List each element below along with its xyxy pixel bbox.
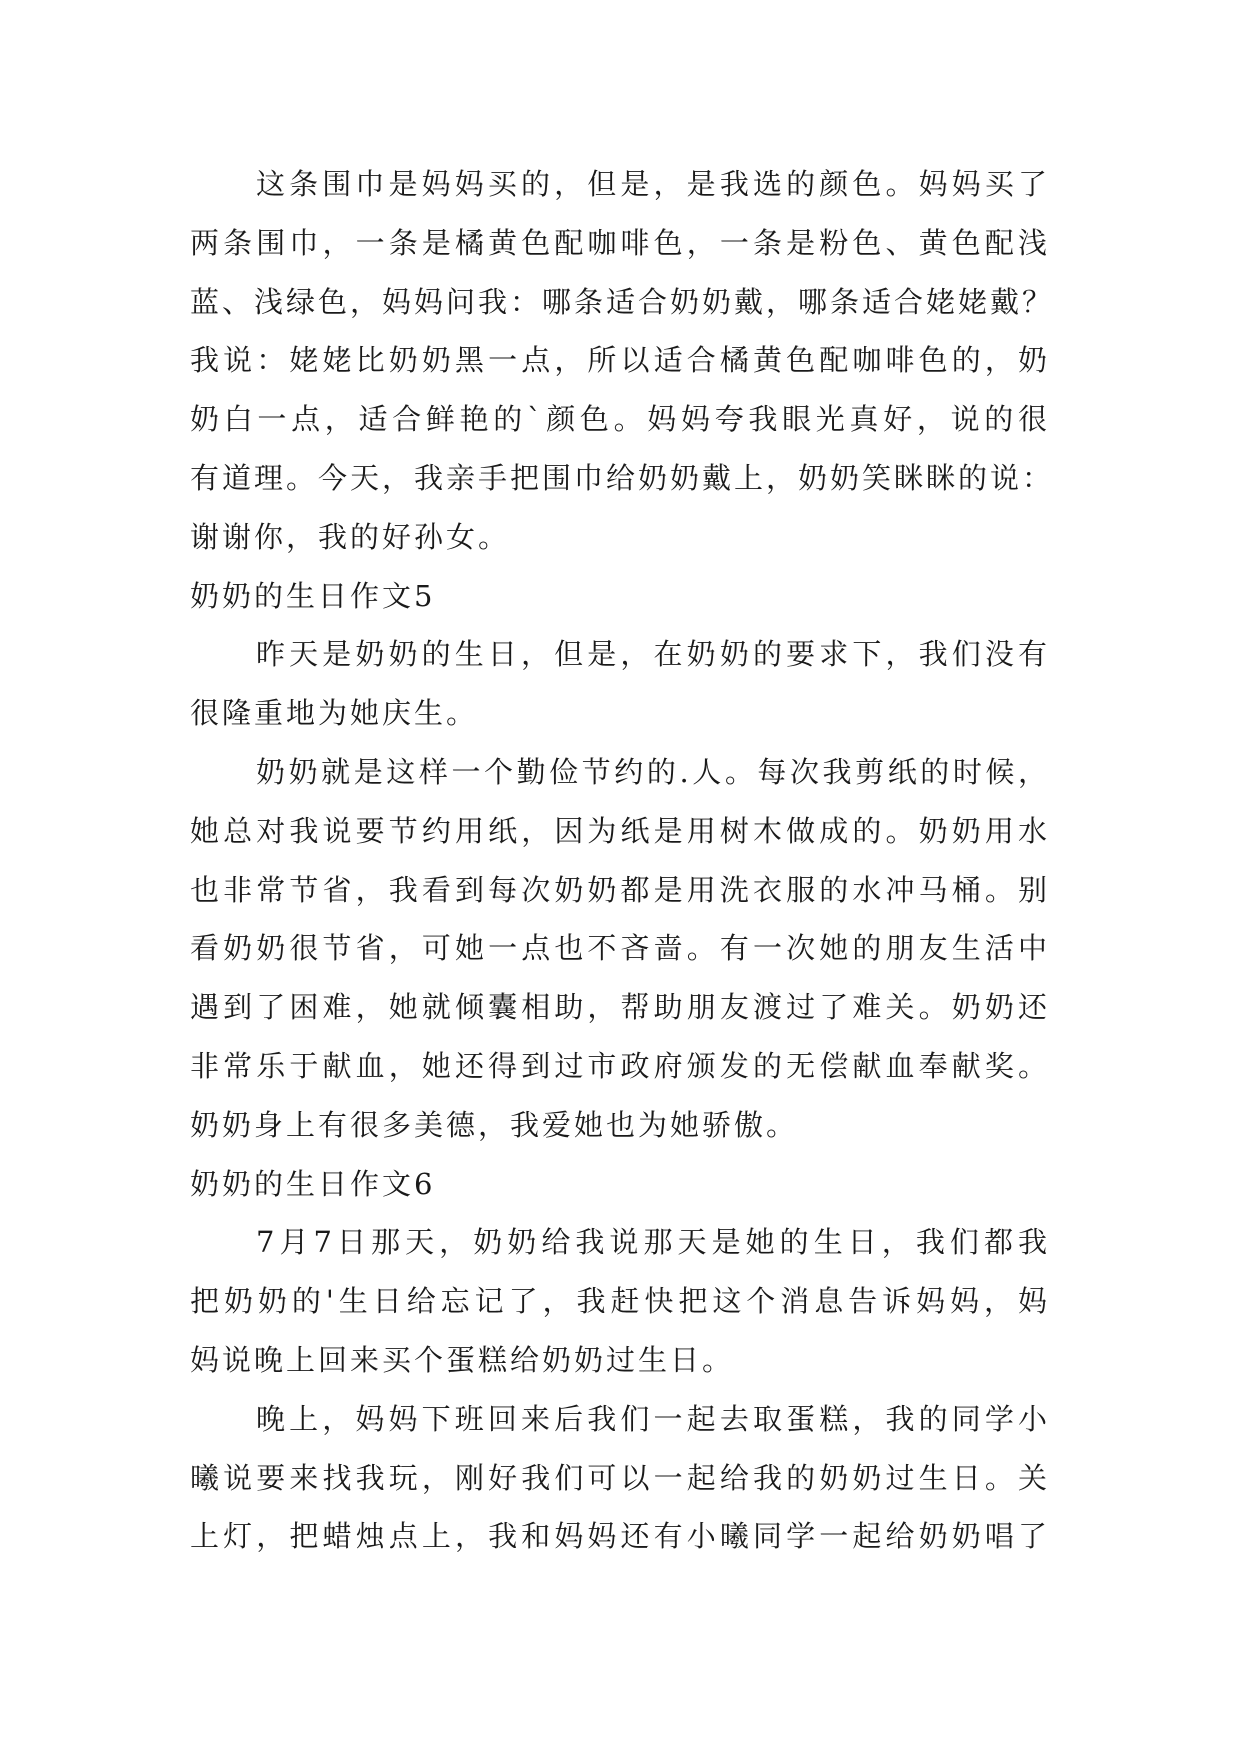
- text-line: 很隆重地为她庆生。: [190, 696, 479, 731]
- text-line: 谢谢你，我的好孙女。: [190, 519, 511, 554]
- text-line: 也非常节省，我看到每次奶奶都是用洗衣服的水冲马桶。别: [190, 872, 1050, 907]
- text-line: 我说：姥姥比奶奶黑一点，所以适合橘黄色配咖啡色的，奶: [190, 343, 1050, 378]
- text-line: 把奶奶的'生日给忘记了，我赶快把这个消息告诉妈妈，妈: [190, 1284, 1050, 1319]
- text-line: 遇到了困难，她就倾囊相助，帮助朋友渡过了难关。奶奶还: [190, 990, 1050, 1025]
- text-line: 曦说要来找我玩，刚好我们可以一起给我的奶奶过生日。关: [190, 1460, 1050, 1495]
- document-body: [190, 155, 1055, 1566]
- paragraph-scarf: [190, 155, 1055, 567]
- paragraph-frugal-grandma: [190, 743, 1050, 1155]
- text-line: 奶白一点，适合鲜艳的`颜色。妈妈夸我眼光真好，说的很: [190, 402, 1050, 437]
- section-heading-5: 奶奶的生日作文5: [190, 578, 436, 613]
- text-line: 两条围巾，一条是橘黄色配咖啡色，一条是粉色、黄色配浅: [190, 225, 1050, 260]
- paragraph-birthday-yesterday: [190, 625, 1050, 743]
- text-line: 奶奶就是这样一个勤俭节约的.人。每次我剪纸的时候，: [256, 754, 1050, 789]
- paragraph-evening-cake: [190, 1390, 1050, 1566]
- text-line: 非常乐于献血，她还得到过市政府颁发的无偿献血奉献奖。: [190, 1048, 1050, 1083]
- text-line: 蓝、浅绿色，妈妈问我：哪条适合奶奶戴，哪条适合姥姥戴？: [190, 284, 1055, 319]
- text-line: 7月7日那天，奶奶给我说那天是她的生日，我们都我: [256, 1225, 1050, 1260]
- section-heading-6: 奶奶的生日作文6: [190, 1166, 436, 1201]
- text-line: 晚上，妈妈下班回来后我们一起去取蛋糕，我的同学小: [256, 1401, 1050, 1436]
- paragraph-july-seventh: [190, 1213, 1050, 1389]
- text-line: 上灯，把蜡烛点上，我和妈妈还有小曦同学一起给奶奶唱了: [190, 1519, 1050, 1554]
- text-line: 奶奶身上有很多美德，我爱她也为她骄傲。: [190, 1107, 799, 1142]
- text-line: 妈说晚上回来买个蛋糕给奶奶过生日。: [190, 1342, 735, 1377]
- text-line: 这条围巾是妈妈买的，但是，是我选的颜色。妈妈买了: [256, 167, 1050, 201]
- text-line: 看奶奶很节省，可她一点也不吝啬。有一次她的朋友生活中: [190, 931, 1050, 966]
- text-line: 她总对我说要节约用纸，因为纸是用树木做成的。奶奶用水: [190, 813, 1050, 848]
- text-line: 有道理。今天，我亲手把围巾给奶奶戴上，奶奶笑眯眯的说：: [190, 460, 1055, 495]
- text-line: 昨天是奶奶的生日，但是，在奶奶的要求下，我们没有: [256, 637, 1050, 672]
